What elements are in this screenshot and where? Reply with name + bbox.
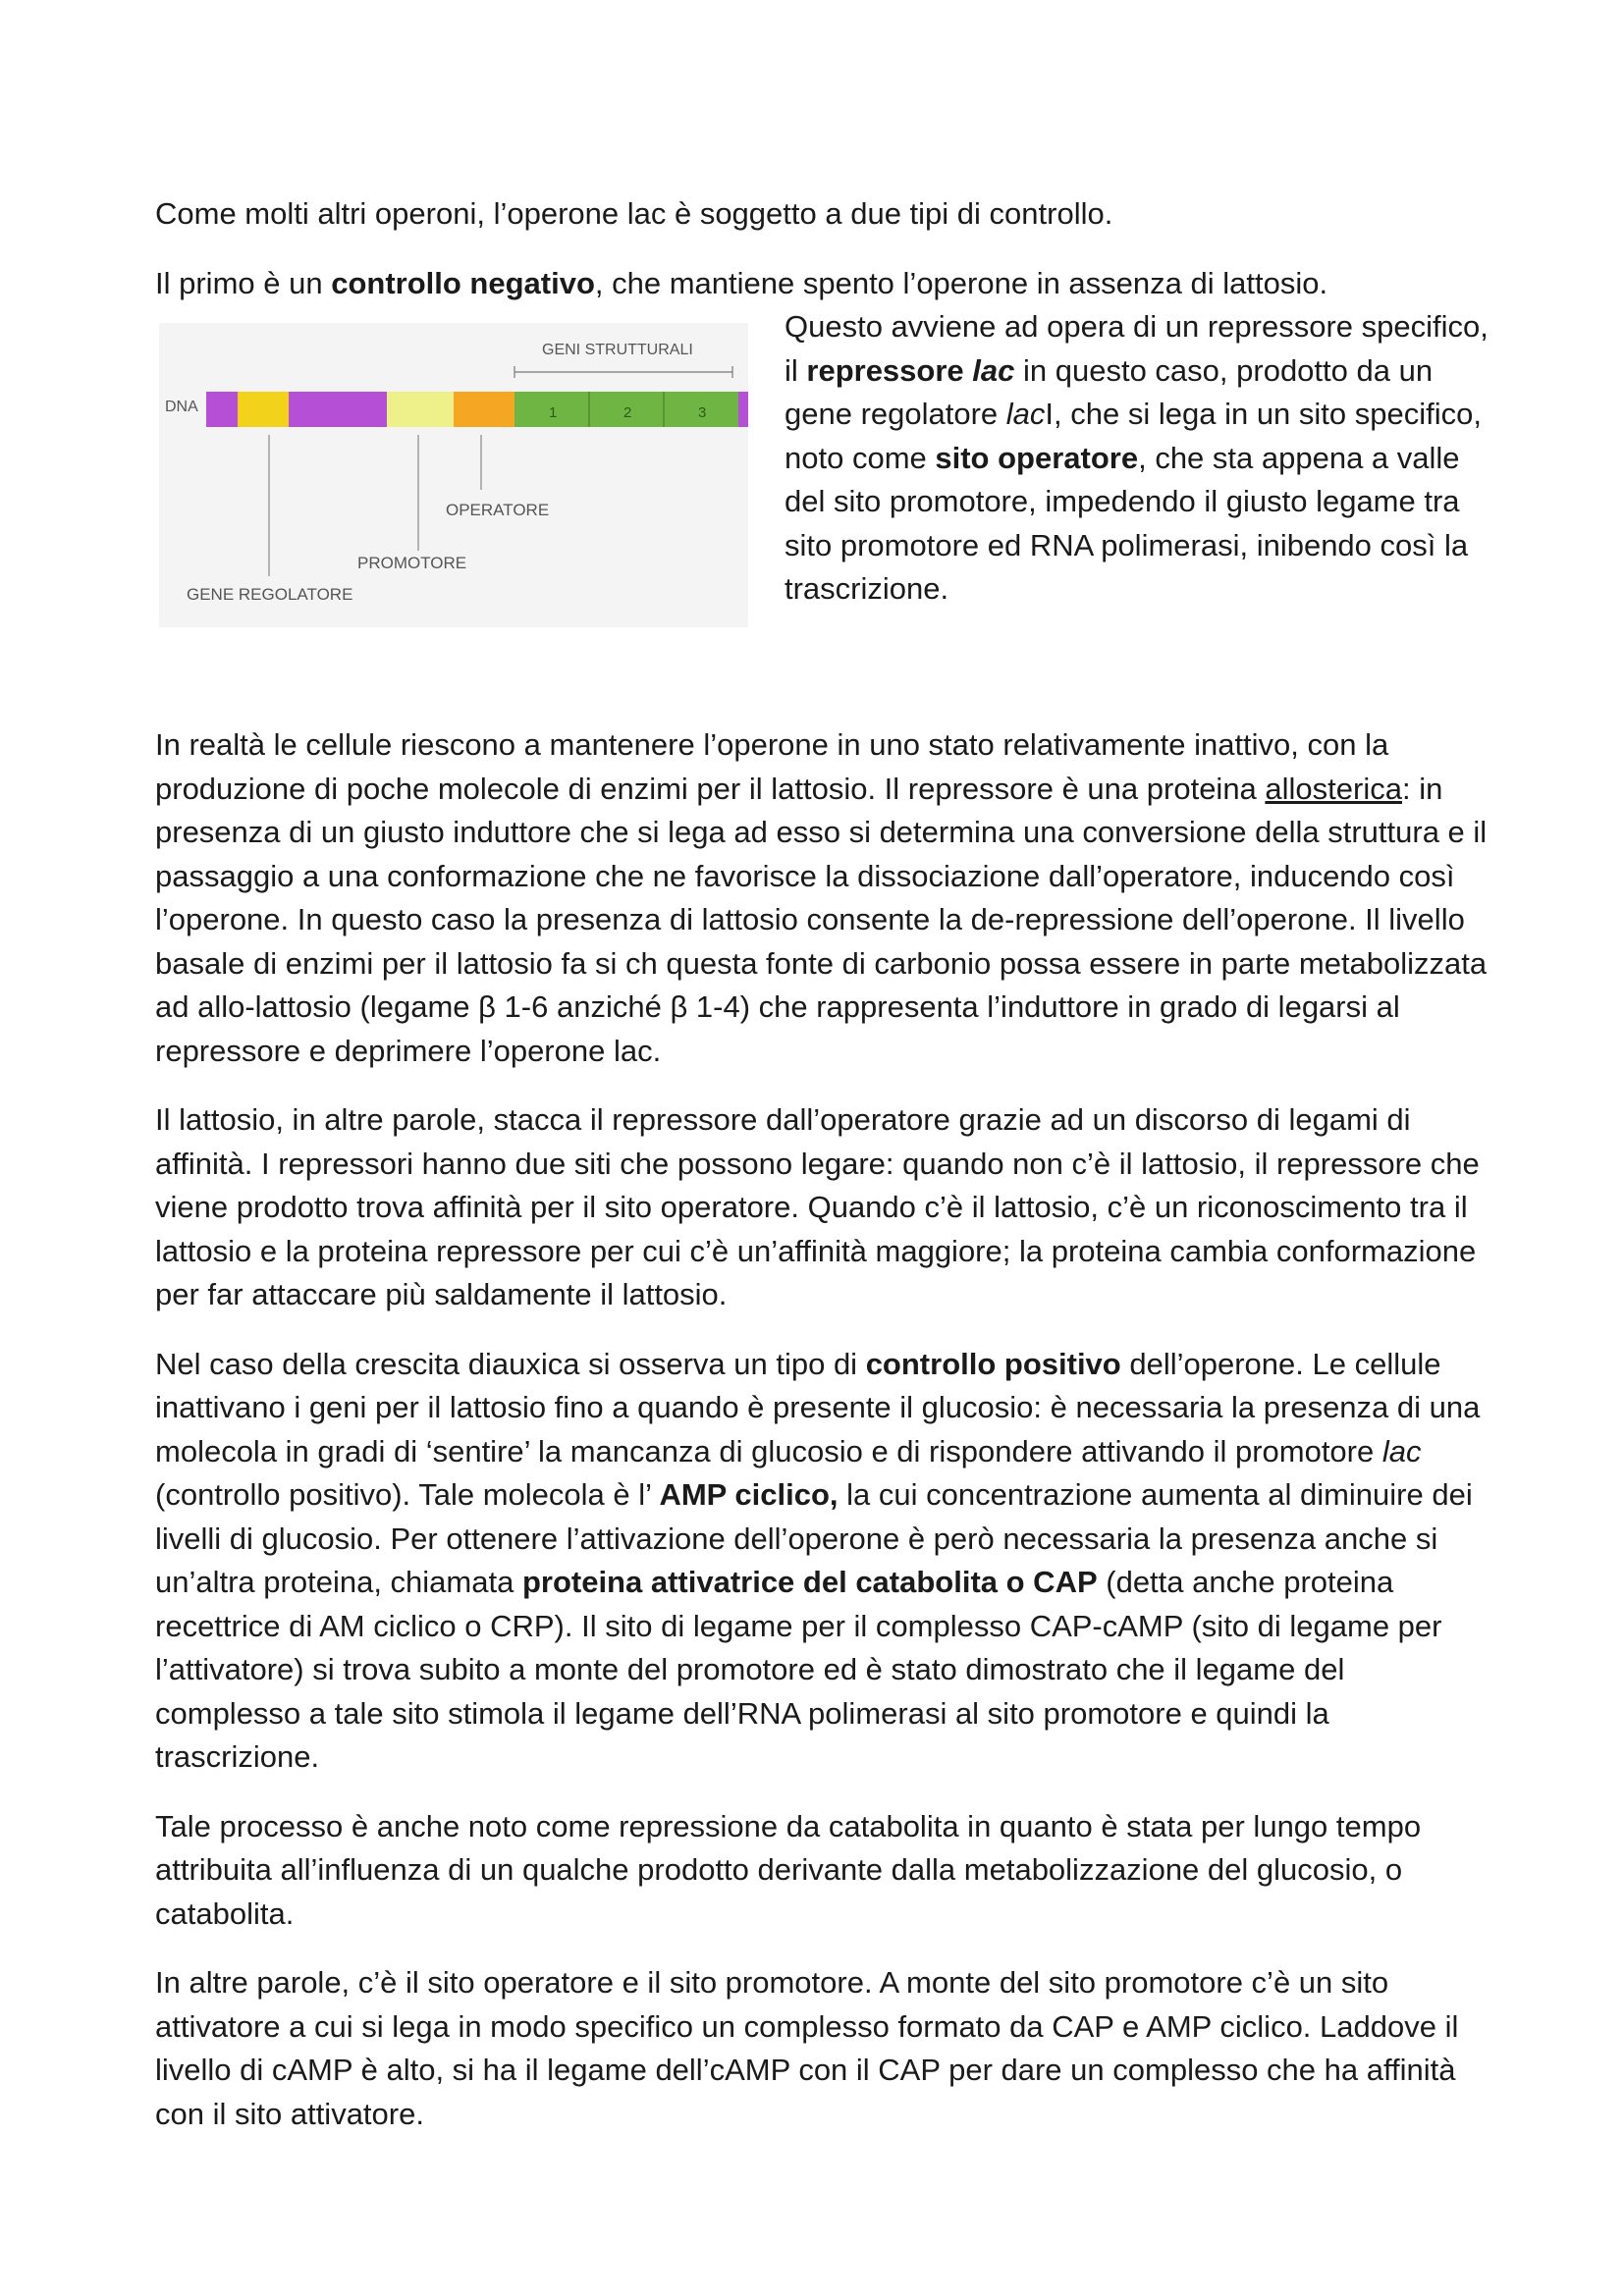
paragraph-allosteric-repressor: [155, 723, 1490, 1073]
dna-segment-purple-1: [206, 392, 238, 427]
regulator-gene-label: GENE REGOLATORE: [187, 585, 353, 604]
paragraph-positive-control: [155, 1343, 1490, 1780]
bold-term-controllo-negativo: controllo negativo: [331, 265, 595, 300]
italic-term-lac: lac: [1381, 1433, 1422, 1468]
paragraph-catabolite-repression: Tale processo è anche noto come repressione da catabolita in quanto è stata per lungo tempo attribuita all’influenza di un qualche prodotto derivante dalla metabolizzazione del glucosio, o catabolita.: [155, 1808, 1422, 1931]
underlined-term-allosterica: allosterica: [1265, 771, 1402, 806]
operator-label: OPERATORE: [446, 501, 550, 519]
lac-operon-diagram: [159, 323, 748, 627]
text-run: In realtà le cellule riescono a mantenere l’operone in uno stato relativamente inattivo, con la produzione di poche molecole di enzimi per il lattosio. Il repressore è una proteina: [155, 727, 1389, 806]
text-run: in questo caso, prodotto da un gene regolatore: [785, 352, 1434, 431]
text-run: I, che si lega in un sito specifico, noto come: [785, 397, 1482, 475]
dna-strip: [206, 392, 748, 427]
dna-segment-yellow: [238, 392, 289, 427]
paragraph-negative-control: [155, 262, 1490, 306]
dna-segment-operator: [454, 392, 514, 427]
text-run: Nel caso della crescita diauxica si osserva un tipo di: [155, 1346, 866, 1381]
dna-segment-purple-end: [738, 392, 748, 427]
dna-segment-promoter: [387, 392, 454, 427]
text-run: , che mantiene spento l’operone in assenza di lattosio.: [594, 265, 1328, 300]
paragraph-activator-site: In altre parole, c’è il sito operatore e il sito promotore. A monte del sito promotore c’è un sito attivatore a cui si lega in modo specifico un complesso formato da CAP e AMP ciclico. Laddove il livello di cAMP è alto, si ha il legame dell’cAMP con il CAP per dare un complesso che ha affinità con il sito attivatore.: [155, 1965, 1459, 2131]
text-run: (detta anche proteina recettrice di AM ciclico o CRP). Il sito di legame per il complesso CAP-cAMP (sito di legame per l’attivatore) si trova subito a monte del promotore ed è stato dimostrato che il legame del complesso a tale sito stimola il legame dell’RNA polimerasi al sito promotore e quindi la trascrizione.: [155, 1565, 1442, 1774]
text-run: dell’operone. Le cellule inattivano i geni per il lattosio fino a quando è presente il glucosio: è necessaria la presenza di una molecola in gradi di ‘sentire’ la mancanza di glucosio e di rispondere attivando il promotore: [155, 1346, 1481, 1468]
bold-term-cap: proteina attivatrice del catabolita o CAP: [521, 1565, 1098, 1599]
paragraph-repressor-description: [785, 305, 1493, 612]
diagram-background: [159, 323, 748, 627]
dna-label: DNA: [165, 399, 198, 415]
text-run: Questo avviene ad opera di un repressore specifico, il: [785, 309, 1489, 388]
text-run: repressore: [806, 352, 973, 388]
italic-term-lac: lac: [972, 352, 1015, 388]
text-run: (controllo positivo). Tale molecola è l’: [155, 1477, 660, 1512]
structural-genes-label: GENI STRUTTURALI: [542, 342, 693, 358]
text-run: Il primo è un: [155, 265, 332, 300]
italic-term-lac: lac: [1005, 397, 1046, 431]
gene-number-1: 1: [549, 404, 558, 421]
dna-segment-regulator-gene: [289, 392, 387, 427]
bold-term-amp-ciclico: AMP ciclico,: [659, 1477, 839, 1512]
bold-term-controllo-positivo: controllo positivo: [865, 1346, 1121, 1381]
text-run: : in presenza di un giusto induttore che si lega ad esso si determina una conversione della struttura e il passaggio a una conformazione che ne favorisce la dissociazione dall’operatore, inducendo così l’operone. In questo caso la presenza di lattosio consente la de-repressione dell’operone. Il livello basale di enzimi per il lattosio fa si ch questa fonte di carbonio possa essere in parte metabolizzata ad allo-lattosio (legame β 1-6 anziché β 1-4) che rappresenta l’induttore in grado di legarsi al repressore e deprimere l’operone lac.: [155, 771, 1488, 1068]
promoter-label: PROMOTORE: [357, 554, 467, 572]
document-page: [155, 192, 1490, 2162]
bold-term-repressore-lac: [806, 353, 1014, 388]
text-run: , che sta appena a valle del sito promotore, impedendo il giusto legame tra sito promotore ed RNA polimerasi, inibendo così la trascrizione.: [785, 440, 1469, 606]
bold-term-sito-operatore: sito operatore: [935, 440, 1139, 475]
gene-number-2: 2: [623, 404, 632, 421]
paragraph-intro: Come molti altri operoni, l’operone lac è soggetto a due tipi di controllo.: [155, 196, 1113, 231]
gene-number-3: 3: [698, 404, 707, 421]
paragraph-lactose-affinity: Il lattosio, in altre parole, stacca il repressore dall’operatore grazie ad un discorso di legami di affinità. I repressori hanno due siti che possono legare: quando non c’è il lattosio, il repressore che viene prodotto trova affinità per il sito operatore. Quando c’è il lattosio, c’è un riconoscimento tra il lattosio e la proteina repressore per cui c’è un’affinità maggiore; la proteina cambia conformazione per far attaccare più saldamente il lattosio.: [155, 1102, 1480, 1311]
figure-and-text-block: [155, 305, 1490, 698]
text-run: la cui concentrazione aumenta al diminuire dei livelli di glucosio. Per ottenere l’attivazione dell’operone è però necessaria la presenza anche si un’altra proteina, chiamata: [155, 1477, 1473, 1599]
operon-diagram-svg: [159, 323, 748, 627]
